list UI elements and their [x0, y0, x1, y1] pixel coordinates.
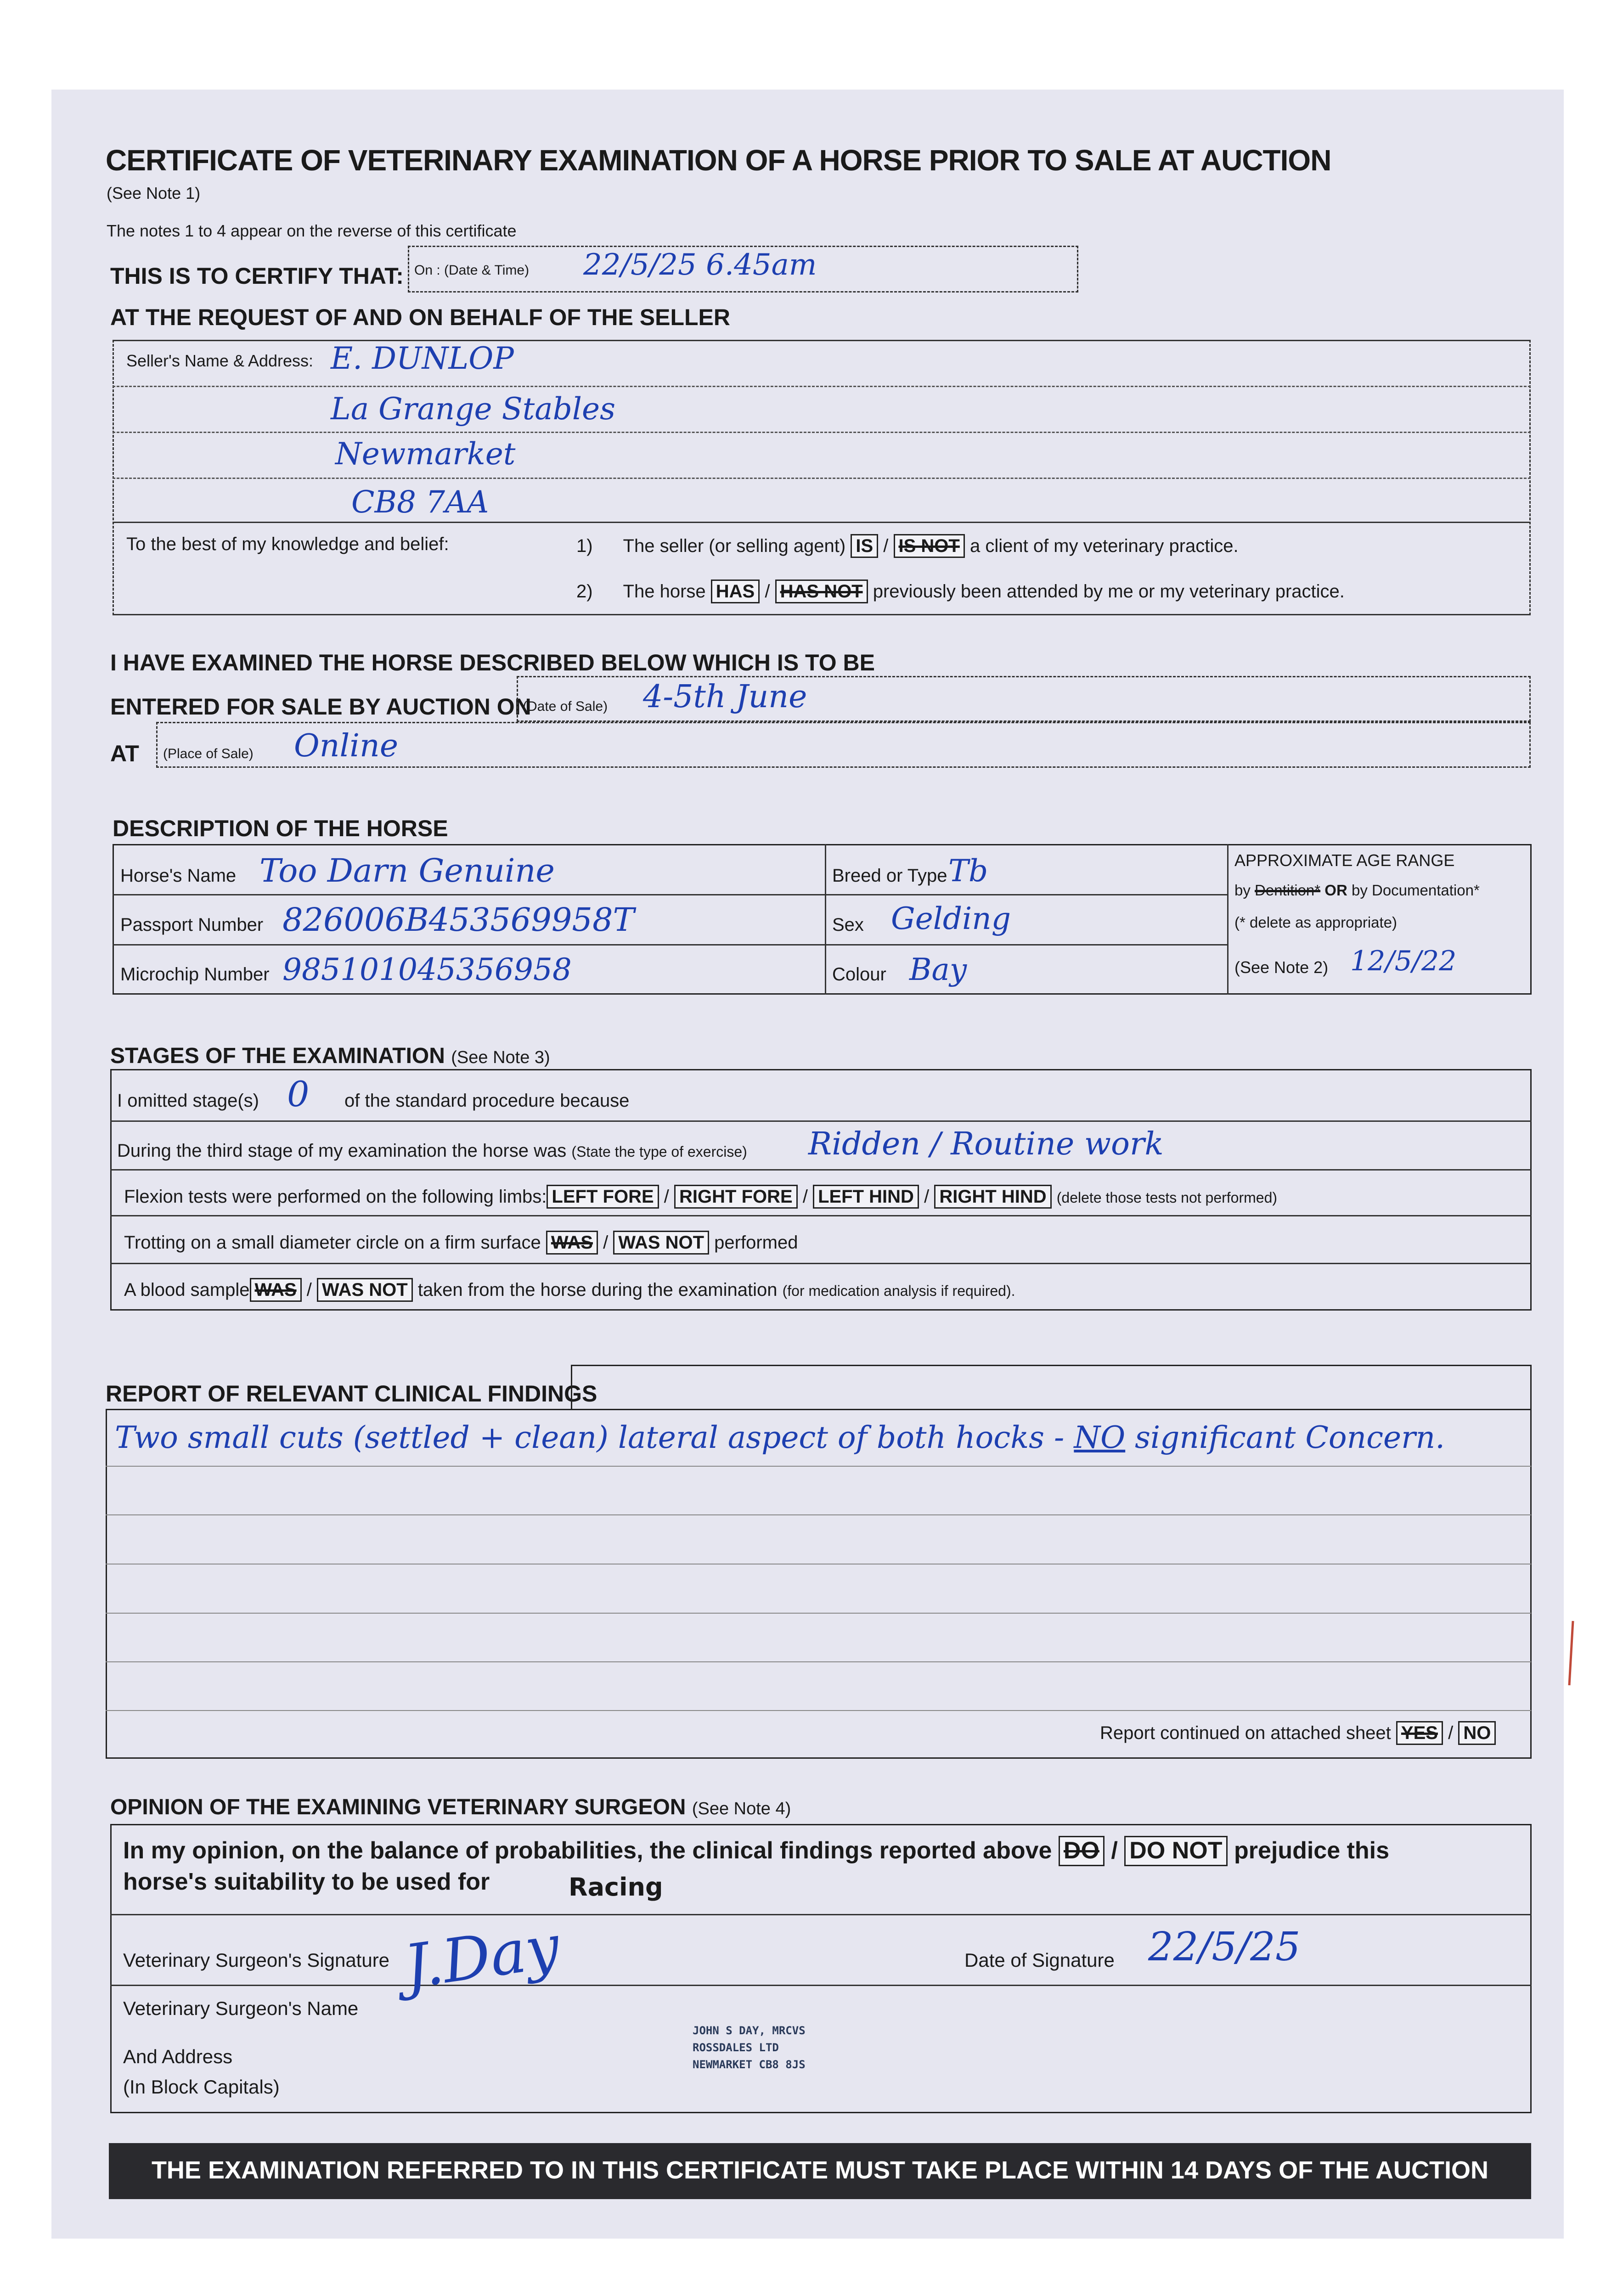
horse-name-label: Horse's Name [120, 866, 237, 886]
item1-line [576, 534, 1239, 558]
findings-rule [106, 1514, 1531, 1515]
findings-text-emphasis: NO [1074, 1420, 1126, 1455]
findings-rule [106, 1613, 1531, 1614]
date-of-signature-label: Date of Signature [964, 1949, 1115, 1971]
third-stage-value: Ridden / Routine work [808, 1126, 1164, 1162]
findings-box [106, 1409, 1532, 1759]
age-delete-note: (* delete as appropriate) [1234, 914, 1398, 931]
third-stage-note: (State the type of exercise) [571, 1143, 747, 1160]
trotting-label: Trotting on a small diameter circle on a firm surface [124, 1232, 541, 1253]
trotting-sep: / [603, 1232, 609, 1253]
sex-value: Gelding [891, 901, 1011, 936]
omitted-label: I omitted stage(s) [117, 1091, 259, 1111]
seller-label: Seller's Name & Address: [126, 351, 314, 370]
notes-line: The notes 1 to 4 appear on the reverse of this certificate [107, 221, 517, 240]
opinion-divider [110, 1985, 1532, 1986]
opinion-note: (See Note 4) [692, 1799, 791, 1818]
margin-pen-mark [1564, 1616, 1582, 1690]
age-by: by [1234, 882, 1251, 899]
item2-num: 2) [576, 581, 593, 602]
findings-heading: REPORT OF RELEVANT CLINICAL FINDINGS [106, 1381, 597, 1407]
trotting-was-struck: WAS [546, 1231, 598, 1255]
third-stage-line [117, 1141, 747, 1161]
flexion-sep: / [802, 1187, 808, 1207]
date-time-value: 22/5/25 6.45am [583, 248, 817, 282]
flexion-note: (delete those tests not performed) [1056, 1189, 1278, 1206]
sale-line-2: ENTERED FOR SALE BY AUCTION ON [110, 694, 531, 720]
stages-row-divider [110, 1120, 1532, 1122]
continued-line [1100, 1721, 1496, 1745]
stages-heading-line [110, 1043, 550, 1069]
sale-line-1: I HAVE EXAMINED THE HORSE DESCRIBED BELOW WHICH IS TO BE [110, 650, 875, 675]
opinion-line-2: horse's suitability to be used for [123, 1868, 490, 1895]
right-fore-option: RIGHT FORE [674, 1185, 798, 1209]
trotting-post: performed [714, 1232, 798, 1253]
blood-note: (for medication analysis if required). [782, 1283, 1015, 1299]
date-of-signature-value: 22/5/25 [1148, 1924, 1301, 1970]
microchip-value: 985101045356958 [282, 952, 572, 987]
seller-row-divider [113, 432, 1531, 433]
place-of-sale-value: Online [294, 728, 399, 764]
horse-name-value: Too Darn Genuine [259, 852, 555, 889]
footer-banner [109, 2143, 1531, 2199]
findings-rule [106, 1661, 1531, 1662]
passport-value: 826006B453569958T [282, 901, 635, 939]
opinion-sep: / [1111, 1837, 1118, 1864]
findings-text-pre: Two small cuts (settled + clean) lateral aspect of both hocks - [115, 1420, 1074, 1455]
seller-line-4: CB8 7AA [351, 484, 489, 520]
third-stage-label: During the third stage of my examination the horse was [117, 1141, 567, 1161]
blood-was-not-option: WAS NOT [317, 1278, 413, 1302]
vet-stamp [693, 2022, 806, 2074]
signature-label: Veterinary Surgeon's Signature [123, 1949, 390, 1971]
blood-sep: / [306, 1280, 312, 1300]
continued-no-option: NO [1458, 1721, 1496, 1745]
blood-post: taken from the horse during the examination [417, 1280, 778, 1300]
continued-sep: / [1448, 1723, 1454, 1743]
vet-address-label: And Address [123, 2046, 233, 2067]
description-row-divider [113, 944, 1227, 945]
opinion-use-value: Racing [569, 1873, 663, 1902]
stages-row-divider [110, 1263, 1532, 1264]
item1-post: a client of my veterinary practice. [969, 536, 1239, 556]
seller-row-divider [113, 478, 1531, 479]
do-option-struck: DO [1059, 1836, 1105, 1866]
stages-row-divider [110, 1169, 1532, 1171]
is-not-option-struck: IS NOT [894, 534, 965, 558]
age-see-note: (See Note 2) [1234, 958, 1329, 977]
opinion-text-pre: In my opinion, on the balance of probabilities, the clinical findings reported above [123, 1837, 1052, 1864]
item1-sep: / [883, 536, 889, 556]
findings-text-post: significant Concern. [1125, 1420, 1445, 1455]
at-label: AT [110, 741, 139, 766]
stages-note: (See Note 3) [451, 1048, 550, 1067]
item2-sep: / [765, 581, 770, 602]
trotting-line [124, 1231, 798, 1255]
findings-heading-box [571, 1365, 1532, 1410]
description-col-divider [1227, 844, 1229, 995]
stamp-line-3: NEWMARKET CB8 8JS [693, 2058, 806, 2071]
description-col-divider [825, 844, 826, 995]
vet-name-label: Veterinary Surgeon's Name [123, 1998, 359, 2019]
footer-banner-text: THE EXAMINATION REFERRED TO IN THIS CERTIFICATE MUST TAKE PLACE WITHIN 14 DAYS OF THE AUCTION [151, 2156, 1489, 2184]
flexion-line [124, 1185, 1277, 1209]
date-of-sale-label: (Date of Sale) [523, 699, 608, 714]
passport-label: Passport Number [120, 915, 264, 935]
belief-label: To the best of my knowledge and belief: [126, 534, 449, 554]
seller-line-2: La Grange Stables [331, 391, 615, 427]
blood-was-struck: WAS [250, 1278, 302, 1302]
findings-rule [106, 1710, 1531, 1711]
request-line: AT THE REQUEST OF AND ON BEHALF OF THE SELLER [110, 304, 730, 330]
item1-num: 1) [576, 536, 593, 556]
seller-line-3: Newmarket [335, 436, 516, 472]
seller-row-divider [113, 522, 1531, 523]
age-dentition-struck: Dentition* [1255, 882, 1321, 899]
certificate-title: CERTIFICATE OF VETERINARY EXAMINATION OF A HORSE PRIOR TO SALE AT AUCTION [106, 144, 1331, 177]
age-heading: APPROXIMATE AGE RANGE [1234, 851, 1455, 870]
item2-line [576, 580, 1345, 603]
opinion-line-1 [123, 1836, 1389, 1866]
opinion-divider [110, 1914, 1532, 1915]
continued-label: Report continued on attached sheet [1100, 1723, 1391, 1743]
blood-line [124, 1278, 1015, 1302]
sex-label: Sex [832, 915, 864, 935]
item2-post: previously been attended by me or my veterinary practice. [873, 581, 1345, 602]
seller-line-1: E. DUNLOP [331, 341, 514, 376]
age-value: 12/5/22 [1350, 945, 1457, 977]
stages-heading: STAGES OF THE EXAMINATION [110, 1044, 445, 1068]
description-heading: DESCRIPTION OF THE HORSE [113, 816, 448, 841]
do-not-option: DO NOT [1124, 1836, 1227, 1866]
age-documentation: by Documentation* [1351, 882, 1480, 899]
signature-value: J.Day [400, 1911, 564, 2002]
seller-row-divider [113, 386, 1531, 387]
item2-pre: The horse [623, 581, 706, 602]
age-or: OR [1324, 882, 1347, 899]
colour-value: Bay [909, 952, 967, 987]
item1-pre: The seller (or selling agent) [623, 536, 846, 556]
date-time-label: On : (Date & Time) [414, 263, 530, 278]
opinion-heading-line [110, 1795, 791, 1820]
stages-row-divider [110, 1215, 1532, 1216]
blood-label: A blood sample [124, 1280, 250, 1300]
colour-label: Colour [832, 964, 886, 985]
age-method-line [1234, 882, 1480, 899]
omitted-post: of the standard procedure because [344, 1091, 630, 1111]
left-hind-option: LEFT HIND [813, 1185, 919, 1209]
stamp-line-1: JOHN S DAY, MRCVS [693, 2024, 806, 2037]
is-option: IS [851, 534, 878, 558]
has-option: HAS [711, 580, 760, 603]
breed-label: Breed or Type [832, 866, 947, 886]
breed-value: Tb [948, 853, 988, 889]
date-of-sale-value: 4-5th June [643, 679, 807, 715]
flexion-sep: / [664, 1187, 669, 1207]
omitted-value: 0 [287, 1074, 310, 1114]
microchip-label: Microchip Number [120, 964, 270, 985]
left-fore-option: LEFT FORE [547, 1185, 659, 1209]
right-hind-option: RIGHT HIND [934, 1185, 1051, 1209]
place-of-sale-label: (Place of Sale) [163, 746, 254, 761]
findings-rule [106, 1466, 1531, 1467]
block-capitals-note: (In Block Capitals) [123, 2076, 280, 2098]
flexion-label: Flexion tests were performed on the following limbs: [124, 1187, 547, 1207]
certify-label: THIS IS TO CERTIFY THAT: [110, 263, 404, 289]
continued-yes-struck: YES [1396, 1721, 1443, 1745]
findings-text [115, 1420, 1445, 1455]
has-not-option-struck: HAS NOT [775, 580, 868, 603]
flexion-sep: / [924, 1187, 930, 1207]
stamp-line-2: ROSSDALES LTD [693, 2041, 779, 2054]
trotting-was-not-option: WAS NOT [613, 1231, 709, 1255]
opinion-heading: OPINION OF THE EXAMINING VETERINARY SURGEON [110, 1795, 686, 1819]
see-note-1: (See Note 1) [107, 184, 201, 203]
description-row-divider [113, 894, 1227, 895]
opinion-text-post: prejudice this [1234, 1837, 1390, 1864]
